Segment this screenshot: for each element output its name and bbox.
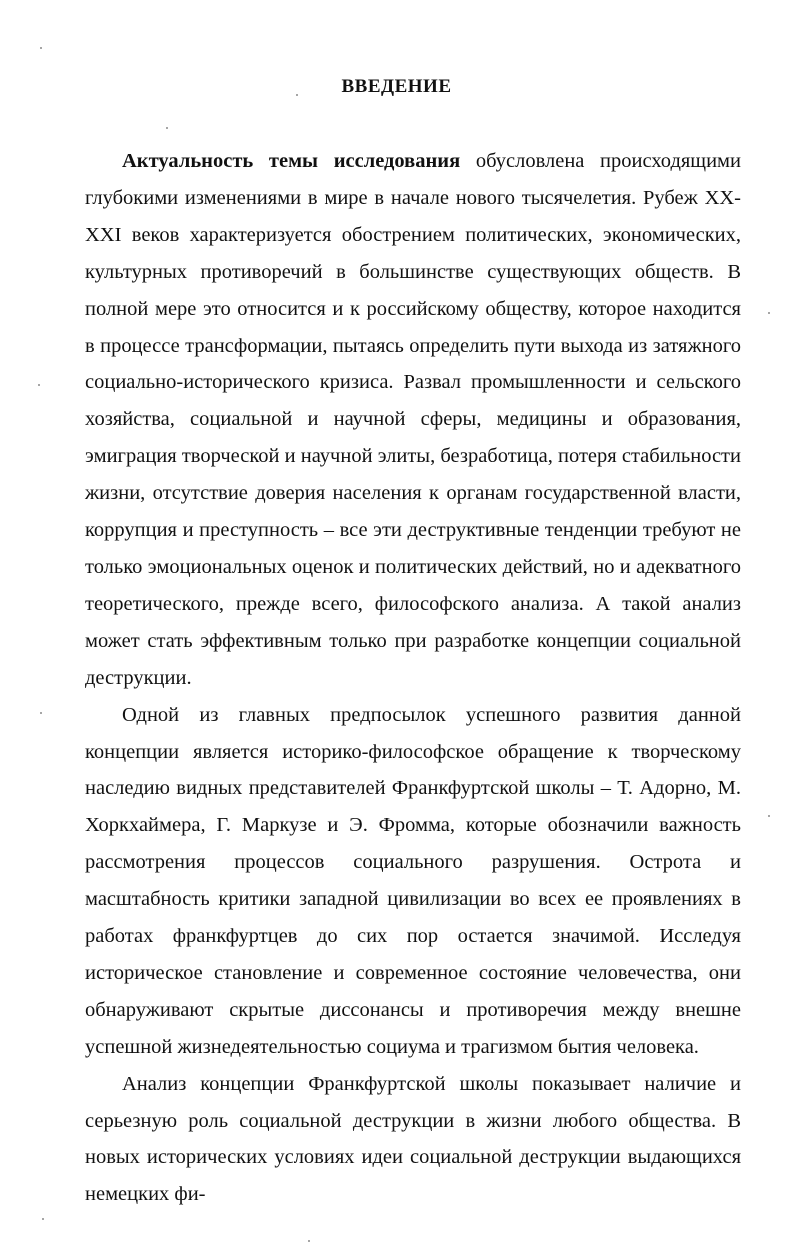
scan-speck [768, 815, 770, 817]
paragraph-3: Анализ концепции Франкфуртской школы показывает наличие и серьезную роль социальной деструкции в жизни любого общества. В новых исторических условиях идеи социальной деструкции выдающихся немецких фи- [85, 1072, 741, 1206]
scan-speck [768, 312, 770, 314]
scan-speck [296, 94, 298, 96]
paragraph-1 [85, 143, 741, 697]
paragraph-2: Одной из главных предпосылок успешного развития данной концепции является историко-философское обращение к творческому наследию видных представителей Франкфуртской школы – Т. Адорно, М. Хоркхаймера, Г. Маркузе и Э. Фромма, которые обозначили важность рассмотрения процессов социального разрушения. Острота и масштабность критики западной цивилизации во всех ее проявлениях в работах франкфуртцев до сих пор остается значимой. Исследуя историческое становление и современное состояние человечества, они обнаруживают скрытые диссонансы и противоречия между внешне успешной жизнедеятельностью социума и трагизмом бытия человека. [85, 703, 741, 1058]
scan-speck [42, 1218, 44, 1220]
body-text [85, 143, 741, 1213]
scan-speck [166, 127, 168, 129]
scan-speck [40, 712, 42, 714]
paragraph-text: обусловлена происходящими глубокими изменениями в мире в начале нового тысячелетия. Рубеж XX-XXI веков характеризуется обострением политических, экономических, культурных противоречий в большинстве существующих обществ. В полной мере это относится и к российскому обществу, которое находится в процессе трансформации, пытаясь определить пути выхода из затяжного социально-исторического кризиса. Развал промышленности и сельского хозяйства, социальной и научной сферы, медицины и образования, эмиграция творческой и научной элиты, безработица, потеря стабильности жизни, отсутствие доверия населения к органам государственной власти, коррупция и преступность – все эти деструктивные тенденции требуют не только эмоциональных оценок и политических действий, но и адекватного теоретического, прежде всего, философского анализа. А такой анализ может стать эффективным только при разработке концепции социальной деструкции. [85, 150, 742, 689]
scan-speck [308, 1240, 310, 1242]
scan-speck [38, 384, 40, 386]
page-title: ВВЕДЕНИЕ [341, 76, 452, 97]
scan-speck [40, 47, 42, 49]
paragraph-lead: Актуальность темы исследования [122, 150, 461, 172]
